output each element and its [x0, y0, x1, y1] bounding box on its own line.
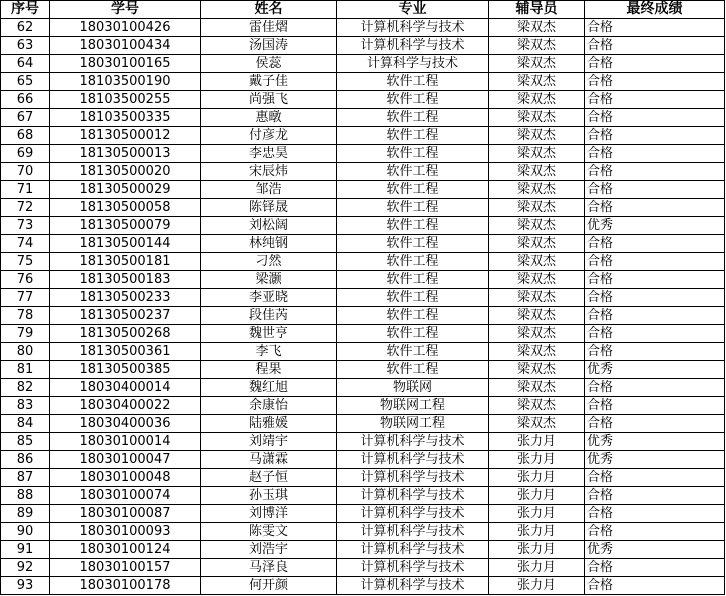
- table-row: [1, 559, 725, 577]
- cell-student-id: 18130500385: [50, 361, 201, 379]
- cell-index: 63: [1, 37, 50, 55]
- cell-index: 69: [1, 145, 50, 163]
- cell-major: 软件工程: [337, 181, 489, 199]
- cell-final-grade: 优秀: [585, 217, 725, 235]
- cell-index: 87: [1, 469, 50, 487]
- cell-major: 计算机科学与技术: [337, 559, 489, 577]
- header-student-id: 学号: [50, 1, 201, 19]
- cell-student-id: 18030100048: [50, 469, 201, 487]
- cell-counselor: 梁双杰: [489, 271, 585, 289]
- cell-final-grade: 合格: [585, 289, 725, 307]
- cell-final-grade: 合格: [585, 55, 725, 73]
- header-index: 序号: [1, 1, 50, 19]
- cell-major: 软件工程: [337, 217, 489, 235]
- cell-final-grade: 合格: [585, 559, 725, 577]
- cell-index: 85: [1, 433, 50, 451]
- table-row: [1, 397, 725, 415]
- table-body: [1, 19, 725, 595]
- cell-final-grade: 合格: [585, 505, 725, 523]
- cell-final-grade: 合格: [585, 415, 725, 433]
- cell-counselor: 张力月: [489, 523, 585, 541]
- cell-name: 赵子恒: [201, 469, 337, 487]
- table-row: [1, 37, 725, 55]
- cell-final-grade: 合格: [585, 523, 725, 541]
- cell-student-id: 18030400022: [50, 397, 201, 415]
- cell-student-id: 18130500079: [50, 217, 201, 235]
- cell-major: 物联网工程: [337, 397, 489, 415]
- cell-counselor: 梁双杰: [489, 55, 585, 73]
- table-row: [1, 109, 725, 127]
- cell-index: 76: [1, 271, 50, 289]
- cell-student-id: 18130500029: [50, 181, 201, 199]
- cell-student-id: 18130500361: [50, 343, 201, 361]
- cell-major: 物联网: [337, 379, 489, 397]
- table-row: [1, 235, 725, 253]
- cell-name: 汤国涛: [201, 37, 337, 55]
- cell-name: 刁然: [201, 253, 337, 271]
- table-row: [1, 379, 725, 397]
- cell-major: 计算机科学与技术: [337, 487, 489, 505]
- table-row: [1, 271, 725, 289]
- table-row: [1, 163, 725, 181]
- cell-student-id: 18130500012: [50, 127, 201, 145]
- cell-name: 雷佳熠: [201, 19, 337, 37]
- cell-name: 马泽良: [201, 559, 337, 577]
- cell-major: 软件工程: [337, 145, 489, 163]
- cell-final-grade: 合格: [585, 325, 725, 343]
- cell-student-id: 18103500335: [50, 109, 201, 127]
- cell-index: 68: [1, 127, 50, 145]
- cell-student-id: 18030100178: [50, 577, 201, 595]
- cell-counselor: 梁双杰: [489, 307, 585, 325]
- cell-counselor: 张力月: [489, 541, 585, 559]
- cell-counselor: 梁双杰: [489, 397, 585, 415]
- cell-major: 软件工程: [337, 163, 489, 181]
- cell-counselor: 梁双杰: [489, 181, 585, 199]
- cell-index: 62: [1, 19, 50, 37]
- cell-name: 程果: [201, 361, 337, 379]
- table-row: [1, 181, 725, 199]
- cell-index: 64: [1, 55, 50, 73]
- cell-name: 刘浩宇: [201, 541, 337, 559]
- cell-final-grade: 优秀: [585, 361, 725, 379]
- cell-name: 付彦龙: [201, 127, 337, 145]
- cell-index: 84: [1, 415, 50, 433]
- cell-student-id: 18130500268: [50, 325, 201, 343]
- cell-student-id: 18130500013: [50, 145, 201, 163]
- cell-name: 马潇霖: [201, 451, 337, 469]
- cell-final-grade: 合格: [585, 397, 725, 415]
- cell-counselor: 张力月: [489, 559, 585, 577]
- table-row: [1, 415, 725, 433]
- cell-counselor: 张力月: [489, 451, 585, 469]
- cell-student-id: 18030100124: [50, 541, 201, 559]
- cell-index: 73: [1, 217, 50, 235]
- cell-final-grade: 合格: [585, 307, 725, 325]
- header-major: 专业: [337, 1, 489, 19]
- cell-counselor: 梁双杰: [489, 37, 585, 55]
- cell-major: 软件工程: [337, 361, 489, 379]
- cell-index: 72: [1, 199, 50, 217]
- cell-name: 魏世亨: [201, 325, 337, 343]
- cell-final-grade: 优秀: [585, 541, 725, 559]
- cell-name: 陈铎晟: [201, 199, 337, 217]
- cell-final-grade: 合格: [585, 379, 725, 397]
- cell-index: 78: [1, 307, 50, 325]
- cell-final-grade: 合格: [585, 343, 725, 361]
- cell-name: 戴子佳: [201, 73, 337, 91]
- cell-counselor: 梁双杰: [489, 109, 585, 127]
- cell-counselor: 张力月: [489, 487, 585, 505]
- cell-major: 软件工程: [337, 343, 489, 361]
- table-row: [1, 505, 725, 523]
- cell-index: 86: [1, 451, 50, 469]
- cell-final-grade: 合格: [585, 91, 725, 109]
- cell-counselor: 张力月: [489, 433, 585, 451]
- table-row: [1, 19, 725, 37]
- cell-student-id: 18030100087: [50, 505, 201, 523]
- header-name: 姓名: [201, 1, 337, 19]
- cell-student-id: 18030400036: [50, 415, 201, 433]
- cell-index: 71: [1, 181, 50, 199]
- cell-final-grade: 合格: [585, 253, 725, 271]
- table-row: [1, 523, 725, 541]
- cell-major: 软件工程: [337, 199, 489, 217]
- cell-student-id: 18030100434: [50, 37, 201, 55]
- cell-name: 陈雯文: [201, 523, 337, 541]
- table-row: [1, 451, 725, 469]
- table-row: [1, 253, 725, 271]
- cell-counselor: 梁双杰: [489, 253, 585, 271]
- cell-counselor: 梁双杰: [489, 145, 585, 163]
- header-row: [1, 1, 725, 19]
- cell-major: 计算机科学与技术: [337, 469, 489, 487]
- cell-final-grade: 优秀: [585, 451, 725, 469]
- cell-student-id: 18130500237: [50, 307, 201, 325]
- table-row: [1, 145, 725, 163]
- cell-name: 何开颜: [201, 577, 337, 595]
- cell-name: 梁灏: [201, 271, 337, 289]
- table-row: [1, 577, 725, 595]
- cell-student-id: 18130500181: [50, 253, 201, 271]
- cell-counselor: 梁双杰: [489, 199, 585, 217]
- cell-counselor: 梁双杰: [489, 217, 585, 235]
- table-row: [1, 469, 725, 487]
- cell-counselor: 梁双杰: [489, 361, 585, 379]
- cell-final-grade: 合格: [585, 145, 725, 163]
- cell-name: 李亚晓: [201, 289, 337, 307]
- cell-counselor: 梁双杰: [489, 325, 585, 343]
- cell-student-id: 18130500144: [50, 235, 201, 253]
- table-row: [1, 91, 725, 109]
- cell-student-id: 18030100014: [50, 433, 201, 451]
- cell-name: 李忠昊: [201, 145, 337, 163]
- header-counselor: 辅导员: [489, 1, 585, 19]
- cell-student-id: 18030100165: [50, 55, 201, 73]
- cell-major: 软件工程: [337, 253, 489, 271]
- cell-name: 侯蕊: [201, 55, 337, 73]
- cell-counselor: 梁双杰: [489, 127, 585, 145]
- cell-major: 计算机科学与技术: [337, 433, 489, 451]
- cell-student-id: 18130500058: [50, 199, 201, 217]
- cell-index: 74: [1, 235, 50, 253]
- cell-student-id: 18103500190: [50, 73, 201, 91]
- cell-index: 81: [1, 361, 50, 379]
- cell-index: 91: [1, 541, 50, 559]
- cell-name: 林纯钢: [201, 235, 337, 253]
- cell-student-id: 18130500020: [50, 163, 201, 181]
- table-row: [1, 541, 725, 559]
- cell-index: 83: [1, 397, 50, 415]
- table-row: [1, 217, 725, 235]
- table-row: [1, 289, 725, 307]
- cell-student-id: 18130500183: [50, 271, 201, 289]
- cell-final-grade: 合格: [585, 73, 725, 91]
- cell-final-grade: 合格: [585, 109, 725, 127]
- cell-major: 软件工程: [337, 127, 489, 145]
- cell-student-id: 18130500233: [50, 289, 201, 307]
- cell-major: 软件工程: [337, 91, 489, 109]
- cell-name: 尚强飞: [201, 91, 337, 109]
- cell-student-id: 18030100157: [50, 559, 201, 577]
- cell-index: 92: [1, 559, 50, 577]
- cell-counselor: 梁双杰: [489, 19, 585, 37]
- cell-counselor: 张力月: [489, 469, 585, 487]
- table-row: [1, 73, 725, 91]
- cell-counselor: 梁双杰: [489, 91, 585, 109]
- cell-index: 77: [1, 289, 50, 307]
- table-row: [1, 199, 725, 217]
- cell-name: 刘松阔: [201, 217, 337, 235]
- cell-student-id: 18030100093: [50, 523, 201, 541]
- cell-index: 79: [1, 325, 50, 343]
- cell-final-grade: 合格: [585, 577, 725, 595]
- cell-counselor: 张力月: [489, 577, 585, 595]
- cell-name: 孙玉琪: [201, 487, 337, 505]
- cell-counselor: 梁双杰: [489, 379, 585, 397]
- table-row: [1, 343, 725, 361]
- cell-student-id: 18030100426: [50, 19, 201, 37]
- table-row: [1, 325, 725, 343]
- cell-final-grade: 合格: [585, 487, 725, 505]
- cell-final-grade: 合格: [585, 127, 725, 145]
- cell-major: 物联网工程: [337, 415, 489, 433]
- cell-final-grade: 合格: [585, 19, 725, 37]
- cell-final-grade: 合格: [585, 163, 725, 181]
- cell-final-grade: 合格: [585, 37, 725, 55]
- cell-index: 80: [1, 343, 50, 361]
- cell-final-grade: 合格: [585, 181, 725, 199]
- cell-final-grade: 合格: [585, 235, 725, 253]
- table-row: [1, 433, 725, 451]
- cell-major: 计算机科学与技术: [337, 37, 489, 55]
- cell-major: 软件工程: [337, 325, 489, 343]
- cell-index: 67: [1, 109, 50, 127]
- cell-major: 软件工程: [337, 289, 489, 307]
- cell-major: 软件工程: [337, 235, 489, 253]
- cell-name: 魏红旭: [201, 379, 337, 397]
- cell-name: 李飞: [201, 343, 337, 361]
- cell-final-grade: 合格: [585, 271, 725, 289]
- cell-major: 计算机科学与技术: [337, 541, 489, 559]
- cell-major: 计算机科学与技术: [337, 451, 489, 469]
- cell-final-grade: 优秀: [585, 433, 725, 451]
- cell-index: 88: [1, 487, 50, 505]
- cell-index: 82: [1, 379, 50, 397]
- cell-major: 计算机科学与技术: [337, 577, 489, 595]
- cell-index: 70: [1, 163, 50, 181]
- table-row: [1, 55, 725, 73]
- cell-final-grade: 合格: [585, 199, 725, 217]
- cell-name: 刘博洋: [201, 505, 337, 523]
- cell-student-id: 18030100047: [50, 451, 201, 469]
- cell-major: 软件工程: [337, 109, 489, 127]
- cell-index: 65: [1, 73, 50, 91]
- cell-final-grade: 合格: [585, 469, 725, 487]
- cell-student-id: 18030100074: [50, 487, 201, 505]
- table-row: [1, 127, 725, 145]
- cell-counselor: 梁双杰: [489, 289, 585, 307]
- cell-major: 计算机科学与技术: [337, 523, 489, 541]
- cell-index: 75: [1, 253, 50, 271]
- cell-name: 刘靖宇: [201, 433, 337, 451]
- header-final-grade: 最终成绩: [585, 1, 725, 19]
- cell-major: 软件工程: [337, 307, 489, 325]
- cell-index: 93: [1, 577, 50, 595]
- cell-counselor: 梁双杰: [489, 415, 585, 433]
- cell-name: 陆雅媛: [201, 415, 337, 433]
- cell-name: 宋辰炜: [201, 163, 337, 181]
- cell-index: 89: [1, 505, 50, 523]
- cell-counselor: 张力月: [489, 505, 585, 523]
- cell-counselor: 梁双杰: [489, 235, 585, 253]
- cell-index: 66: [1, 91, 50, 109]
- cell-student-id: 18030400014: [50, 379, 201, 397]
- cell-major: 计算科学与技术: [337, 55, 489, 73]
- cell-name: 邹浩: [201, 181, 337, 199]
- cell-name: 惠暾: [201, 109, 337, 127]
- cell-name: 余康怡: [201, 397, 337, 415]
- cell-major: 计算机科学与技术: [337, 505, 489, 523]
- cell-major: 软件工程: [337, 73, 489, 91]
- cell-counselor: 梁双杰: [489, 73, 585, 91]
- cell-index: 90: [1, 523, 50, 541]
- cell-counselor: 梁双杰: [489, 163, 585, 181]
- cell-major: 计算机科学与技术: [337, 19, 489, 37]
- cell-counselor: 梁双杰: [489, 343, 585, 361]
- table-row: [1, 487, 725, 505]
- cell-student-id: 18103500255: [50, 91, 201, 109]
- table-row: [1, 307, 725, 325]
- table-row: [1, 361, 725, 379]
- cell-major: 软件工程: [337, 271, 489, 289]
- cell-name: 段佳芮: [201, 307, 337, 325]
